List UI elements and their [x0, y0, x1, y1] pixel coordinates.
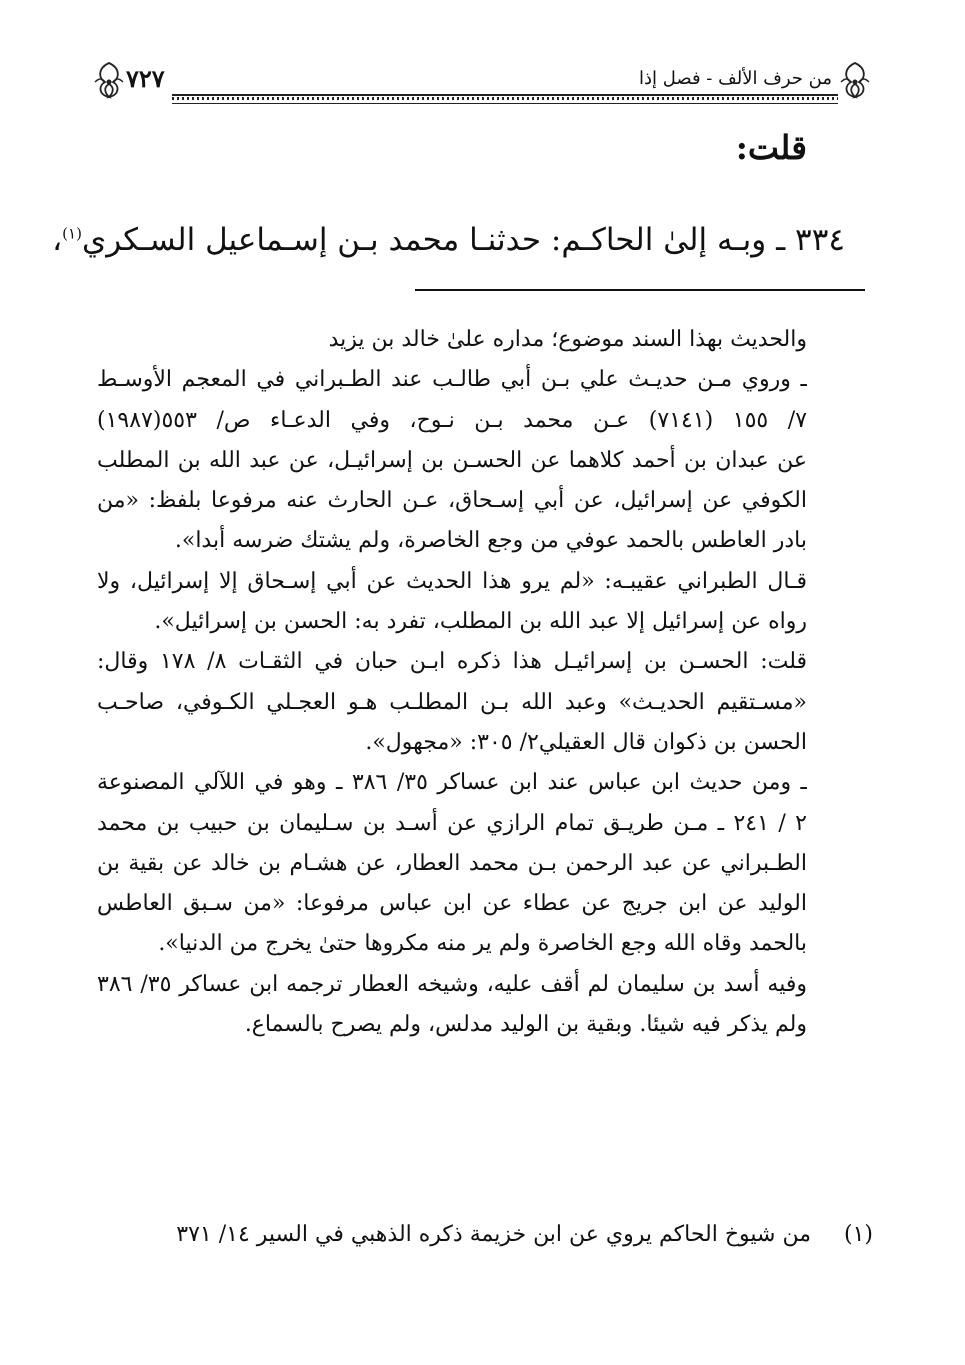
- section-heading: قلت:: [735, 128, 807, 167]
- page-number: ٧٢٧: [126, 64, 165, 93]
- commentary-line: ولم يذكر فيه شيئا. وبقية بن الوليد مدلس، ولم يصرح بالسماع.: [244, 1012, 807, 1038]
- footnote-text: من شيوخ الحاكم يروي عن ابن خزيمة ذكره الذهبي في السير ١٤/ ٣٧١: [176, 1222, 811, 1247]
- right-ornament-icon: [838, 60, 872, 100]
- footnote-separator: [415, 289, 865, 291]
- commentary-line: رواه عن إسرائيل إلا عبد الله بن المطلب، تفرد به: الحسن بن إسرائيل».: [154, 609, 807, 635]
- footnote-reference: (١): [62, 224, 82, 243]
- footnote: [93, 1222, 873, 1247]
- commentary-line: ٢ / ٢٤١ ـ مـن طريـق تمام الرازي عن أسـد بن سـليمان بن حبيب بن محمد: [97, 810, 807, 836]
- commentary-line: قـال الطبراني عقيبـه: «لم يرو هذا الحديث عن أبي إسـحاق إلا إسرائيل، ولا: [97, 568, 807, 594]
- commentary-line: عن عبدان بن أحمد كلاهما عن الحسـن بن إسرائيـل، عن عبد الله بن المطلب: [97, 447, 807, 473]
- header-rule: [172, 94, 838, 104]
- commentary: [97, 320, 807, 1045]
- commentary-line: ـ وروي مـن حديـث علي بـن أبي طالـب عند الطـبراني في المعجم الأوسـط: [97, 367, 807, 393]
- left-ornament-icon: [92, 60, 126, 100]
- commentary-line: بالحمد وقاه الله وجع الخاصرة ولم ير منه مكروها حتىٰ يخرج من الدنيا».: [158, 931, 807, 957]
- hadith-text: ٣٣٤ ـ وبـه إلىٰ الحاكـم: حدثنـا محمد بـن إسـماعيل السـكري: [81, 222, 845, 258]
- commentary-line: الحسن بن ذكوان قال العقيلي٢/ ٣٠٥: «مجهول».: [365, 729, 807, 755]
- commentary-line: ـ ومن حديث ابن عباس عند ابن عساكر ٣٥/ ٣٨٦ ـ وهو في اللآلي المصنوعة: [97, 770, 807, 796]
- running-title: من حرف الألف - فصل إذا: [639, 68, 832, 89]
- running-header: [92, 58, 872, 104]
- commentary-line: ٧/ ١٥٥ (٧١٤١) عـن محمد بـن نـوح، وفي الدعـاء ص/ ٥٥٣(١٩٨٧): [97, 407, 807, 433]
- footnote-marker: (١): [843, 1222, 873, 1247]
- commentary-line: قلت: الحسـن بن إسرائيـل هذا ذكره ابـن حبان في الثقـات ٨/ ١٧٨ وقال:: [97, 649, 807, 675]
- commentary-line: الوليد عن ابن جريج عن عطاء عن ابن عباس مرفوعا: «من سـبق العاطس: [97, 891, 807, 917]
- commentary-line: والحديث بهذا السند موضوع؛ مداره علىٰ خالد بن يزيد: [328, 327, 807, 352]
- hadith-trailing-comma: ،: [52, 222, 63, 258]
- commentary-line: وفيه أسد بن سليمان لم أقف عليه، وشيخه العطار ترجمه ابن عساكر ٣٥/ ٣٨٦: [97, 971, 807, 997]
- commentary-line: الكوفي عن إسرائيل، عن أبي إسـحاق، عـن الحارث عنه مرفوعا بلفظ: «من: [97, 488, 807, 514]
- commentary-line: «مسـتقيم الحديـث» وعبد الله بـن المطلـب هـو العجـلي الكـوفي، صاحـب: [97, 689, 807, 715]
- commentary-line: بادر العاطس بالحمد عوفي من وجع الخاصرة، ولم يشتك ضرسه أبدا».: [174, 528, 807, 554]
- commentary-line: الطـبراني عن عبد الرحمن بـن محمد العطار، عن هشـام بن خالد عن بقية بن: [97, 850, 807, 876]
- hadith-narration: [52, 222, 845, 258]
